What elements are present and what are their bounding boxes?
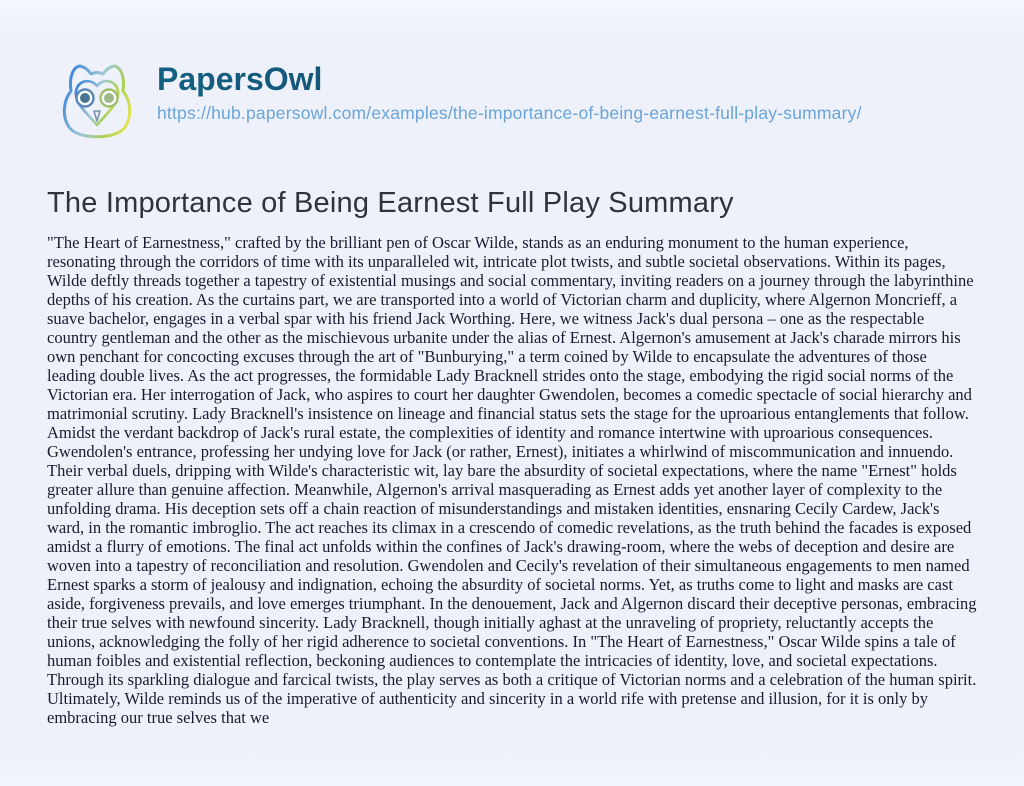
site-header [47,57,977,157]
article-title: The Importance of Being Earnest Full Play Summary [47,187,734,219]
article-url-link[interactable]: https://hub.papersowl.com/examples/the-importance-of-being-earnest-full-play-summary/ [157,103,862,123]
article-body-text: "The Heart of Earnestness," crafted by the brilliant pen of Oscar Wilde, stands as an enduring monument to the human experience, resonating through the corridors of time with its unparalleled wit, intricate plot twists, and subtle societal observations. Within its pages, Wilde deftly threads together a tapestry of existential musings and social commentary, inviting readers on a journey through the labyrinthine depths of his creation. As the curtains part, we are transported into a world of Victorian charm and duplicity, where Algernon Moncrieff, a suave bachelor, engages in a verbal spar with his friend Jack Worthing. Here, we witness Jack's dual persona – one as the respectable country gentleman and the other as the mischievous urbanite under the alias of Ernest. Algernon's amusement at Jack's charade mirrors his own penchant for concocting excuses through the art of "Bunburying," a term coined by Wilde to encapsulate the adventures of those leading double lives. As the act progresses, the formidable Lady Bracknell strides onto the stage, embodying the rigid social norms of the Victorian era. Her interrogation of Jack, who aspires to court her daughter Gwendolen, becomes a comedic spectacle of social hierarchy and matrimonial scrutiny. Lady Bracknell's insistence on lineage and financial status sets the stage for the uproarious entanglements that follow. Amidst the verdant backdrop of Jack's rural estate, the complexities of identity and romance intertwine with uproarious consequences. Gwendolen's entrance, professing her undying love for Jack (or rather, Ernest), initiates a whirlwind of miscommunication and innuendo. Their verbal duels, dripping with Wilde's characteristic wit, lay bare the absurdity of societal expectations, where the name "Ernest" holds greater allure than genuine affection. Meanwhile, Algernon's arrival masquerading as Ernest adds yet another layer of complexity to the unfolding drama. His deception sets off a chain reaction of misunderstandings and mistaken identities, ensnaring Cecily Cardew, Jack's ward, in the romantic imbroglio. The act reaches its climax in a crescendo of comedic revelations, as the truth behind the facades is exposed amidst a flurry of emotions. The final act unfolds within the confines of Jack's drawing-room, where the webs of deception and desire are woven into a tapestry of reconciliation and resolution. Gwendolen and Cecily's revelation of their simultaneous engagements to men named Ernest sparks a storm of jealousy and indignation, echoing the absurdity of societal norms. Yet, as truths come to light and masks are cast aside, forgiveness prevails, and love emerges triumphant. In the denouement, Jack and Algernon discard their deceptive personas, embracing their true selves with newfound sincerity. Lady Bracknell, though initially aghast at the unraveling of propriety, reluctantly accepts the unions, acknowledging the folly of her rigid adherence to societal conventions. In "The Heart of Earnestness," Oscar Wilde spins a tale of human foibles and existential reflection, beckoning audiences to contemplate the intricacies of identity, love, and societal expectations. Through its sparkling dialogue and farcical twists, the play serves as both a critique of Victorian norms and a celebration of the human spirit. Ultimately, Wilde reminds us of the imperative of authenticity and sincerity in a world rife with pretense and illusion, for it is only by embracing our true selves that we [47,233,977,727]
brand-name: PapersOwl [157,59,862,99]
header-text-block [157,57,862,124]
article [47,184,977,727]
owl-logo-icon [47,57,147,157]
